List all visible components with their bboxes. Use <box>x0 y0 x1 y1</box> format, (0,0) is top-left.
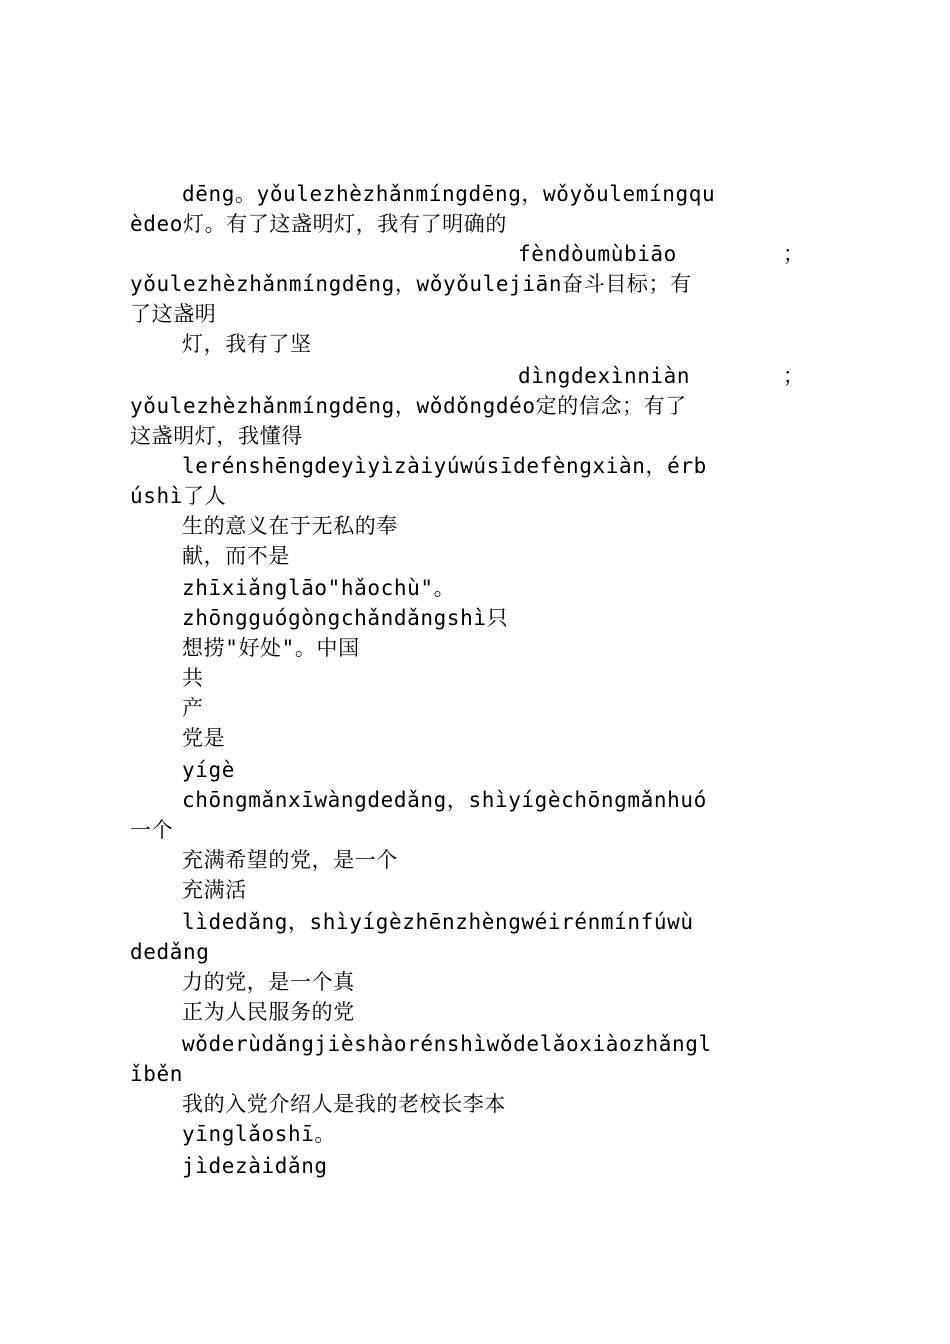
text-line: chōngmǎnxīwàngdedǎng，shìyígèchōngmǎnhuó <box>182 788 707 812</box>
text-line: 灯，我有了坚 <box>182 332 312 356</box>
text-line: yǒulezhèzhǎnmíngdēng，wǒyǒulejiān奋斗目标；有 <box>130 272 692 296</box>
text-line: jìdezàidǎng <box>182 1154 328 1178</box>
text-line: 想捞"好处"。中国 <box>182 636 360 660</box>
text-line: ǐběn <box>130 1062 183 1086</box>
text-line: úshì了人 <box>130 484 227 508</box>
text-line: èdeo灯。有了这盏明灯，我有了明确的 <box>130 212 507 236</box>
text-line: 正为人民服务的党 <box>182 1000 355 1024</box>
text-line: 这盏明灯，我懂得 <box>130 424 303 448</box>
text-line: 力的党，是一个真 <box>182 970 355 994</box>
text-line: zhīxiǎnglāo"hǎochù"。 <box>182 576 456 600</box>
text-line: yígè <box>182 758 235 782</box>
text-line: 献，而不是 <box>182 544 290 568</box>
text-line: lìdedǎng，shìyígèzhēnzhèngwéirénmínfúwù <box>182 910 694 934</box>
text-line: zhōngguógòngchǎndǎngshì只 <box>182 606 509 630</box>
text-line: 充满希望的党，是一个 <box>182 848 398 872</box>
text-line: yīnglǎoshī。 <box>182 1122 337 1146</box>
text-line: dìngdexìnniàn ； <box>518 364 805 388</box>
text-line: 生的意义在于无私的奉 <box>182 514 398 538</box>
text-line: 产 <box>182 696 204 720</box>
text-line: 充满活 <box>182 878 247 902</box>
text-line: 共 <box>182 666 204 690</box>
text-line: 党是 <box>182 726 226 750</box>
text-line: yǒulezhèzhǎnmíngdēng，wǒdǒngdéo定的信念；有了 <box>130 394 687 418</box>
text-line: 了这盏明 <box>130 302 217 326</box>
text-line: 一个 <box>130 818 174 842</box>
text-line: wǒderùdǎngjièshàorénshìwǒdelǎoxiàozhǎngl <box>182 1032 712 1056</box>
text-line: fèndòumùbiāo ； <box>518 242 805 266</box>
text-line: lerénshēngdeyìyìzàiyúwúsīdefèngxiàn，érb <box>182 454 707 478</box>
text-line: dedǎng <box>130 940 210 964</box>
text-line: dēng。yǒulezhèzhǎnmíngdēng，wǒyǒulemíngqu <box>182 182 716 206</box>
text-line: 我的入党介绍人是我的老校长李本 <box>182 1092 506 1116</box>
